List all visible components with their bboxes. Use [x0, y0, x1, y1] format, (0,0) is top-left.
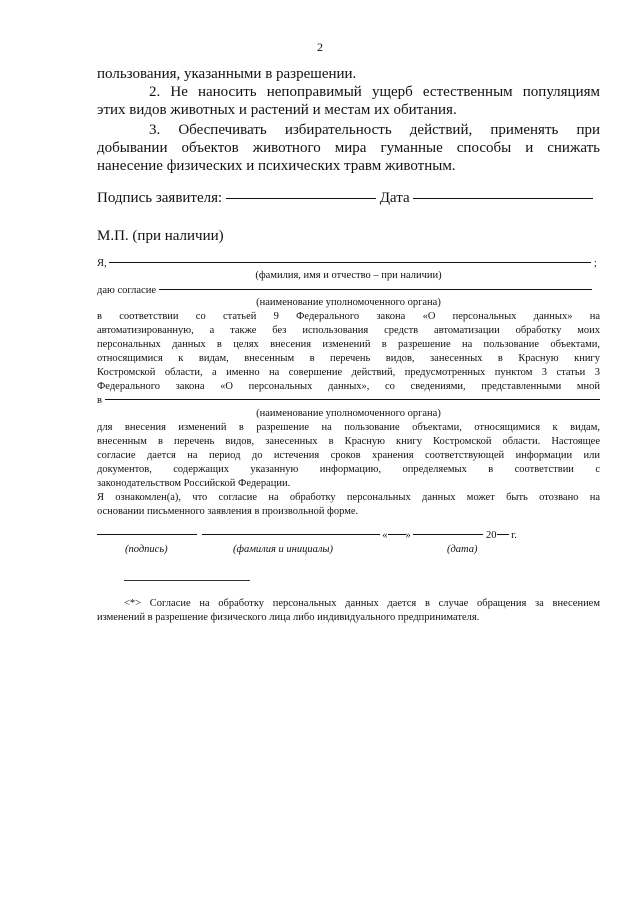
rules-item-2-line-2: этих видов животных и растений и местам их обитания. — [97, 102, 457, 118]
authority-caption: (наименование уполномоченного органа) — [256, 297, 441, 308]
stamp-label: М.П. (при наличии) — [97, 228, 224, 244]
consent-p1-line-3: персональных данных в целях внесения изменений в разрешение на пользование объектами, — [97, 339, 600, 350]
year-suffix: г. — [511, 530, 517, 541]
ya-row — [97, 258, 597, 269]
consent-p1-line-1: в соответствии со статьей 9 Федерального закона «О персональных данных» на — [97, 311, 600, 322]
rules-item-3-line-2: добывании объектов животного мира гуманные способы и снижать — [97, 140, 600, 156]
signature-field[interactable] — [97, 533, 197, 535]
name-caption: (фамилия и инициалы) — [233, 544, 334, 555]
consent-p2-line-4: документов, содержащих указанную информацию, определяемых в соответствии с — [97, 464, 600, 475]
year-field[interactable] — [497, 533, 509, 535]
consent-p1-line-4: относящимися к видам, внесенным в перечень видов, занесенных в Красную книгу — [97, 353, 600, 364]
date-quote-close: » — [405, 530, 411, 541]
consent-p2-line-3: согласие дается на период до истечения сроков хранения соответствующей информации или — [97, 450, 600, 461]
date-field[interactable] — [413, 197, 593, 199]
rules-item-2-line-1: 2. Не наносить непоправимый ущерб естественным популяциям — [149, 84, 600, 100]
sign-block-row — [97, 530, 517, 541]
full-name-caption: (фамилия, имя и отчество – при наличии) — [255, 270, 442, 281]
authority-caption-2: (наименование уполномоченного органа) — [256, 408, 441, 419]
date-label: Дата — [379, 190, 410, 206]
rules-item-3-line-1: 3. Обеспечивать избирательность действий, применять при — [149, 122, 600, 138]
year-prefix: 20 — [486, 530, 497, 541]
consent-p2-line-5: законодательством Российской Федерации. — [97, 478, 291, 489]
page-number: 2 — [317, 40, 323, 54]
consent-p3-line-1: Я ознакомлен(а), что согласие на обработку персональных данных может быть отозвано на — [97, 492, 600, 503]
consent-p2-line-2: внесенным в перечень видов, занесенных в Красную книгу Костромской области. Настоящее — [97, 436, 600, 447]
rules-line-1: пользования, указанными в разрешении. — [97, 66, 357, 82]
authority-field[interactable] — [159, 288, 592, 290]
ya-end: ; — [593, 258, 597, 269]
applicant-signature-label: Подпись заявителя: — [97, 190, 223, 206]
applicant-signature-field[interactable] — [226, 197, 376, 199]
date-caption: (дата) — [447, 544, 478, 555]
ya-label: Я, — [97, 258, 107, 269]
rules-item-3-line-3: нанесение физических и психических травм животным. — [97, 158, 456, 174]
consent-p1-line-2: автоматизированную, а также без использования средств автоматизации обработку моих — [97, 325, 600, 336]
signature-caption: (подпись) — [125, 544, 168, 555]
authority-field-2[interactable] — [105, 398, 600, 400]
agree-row — [97, 285, 592, 296]
agree-label: даю согласие — [97, 285, 156, 296]
consent-p3-line-2: основании письменного заявления в произвольной форме. — [97, 506, 359, 517]
v-label: в — [97, 395, 102, 406]
full-name-field[interactable] — [109, 261, 591, 263]
applicant-signature-row — [97, 190, 593, 207]
date-quote-open: « — [382, 530, 388, 541]
day-field[interactable] — [388, 533, 406, 535]
footnote-separator — [124, 580, 250, 581]
month-field[interactable] — [413, 533, 483, 535]
footnote-line-2: изменений в разрешение физического лица либо индивидуального предпринимателя. — [97, 612, 480, 623]
consent-p1-line-5: Костромской области, а именно на совершение действий, предусмотренных пунктом 3 статьи 3 — [97, 367, 600, 378]
consent-p2-line-1: для внесения изменений в разрешение на пользование объектами, относящимися к видам, — [97, 422, 600, 433]
v-row — [97, 395, 600, 406]
name-initials-field[interactable] — [202, 533, 380, 535]
consent-p1-line-6: Федерального закона «О персональных данных», со сведениями, представленными мной — [97, 381, 600, 392]
footnote-line-1: <*> Согласие на обработку персональных данных дается в случае обращения за внесением — [124, 598, 600, 609]
